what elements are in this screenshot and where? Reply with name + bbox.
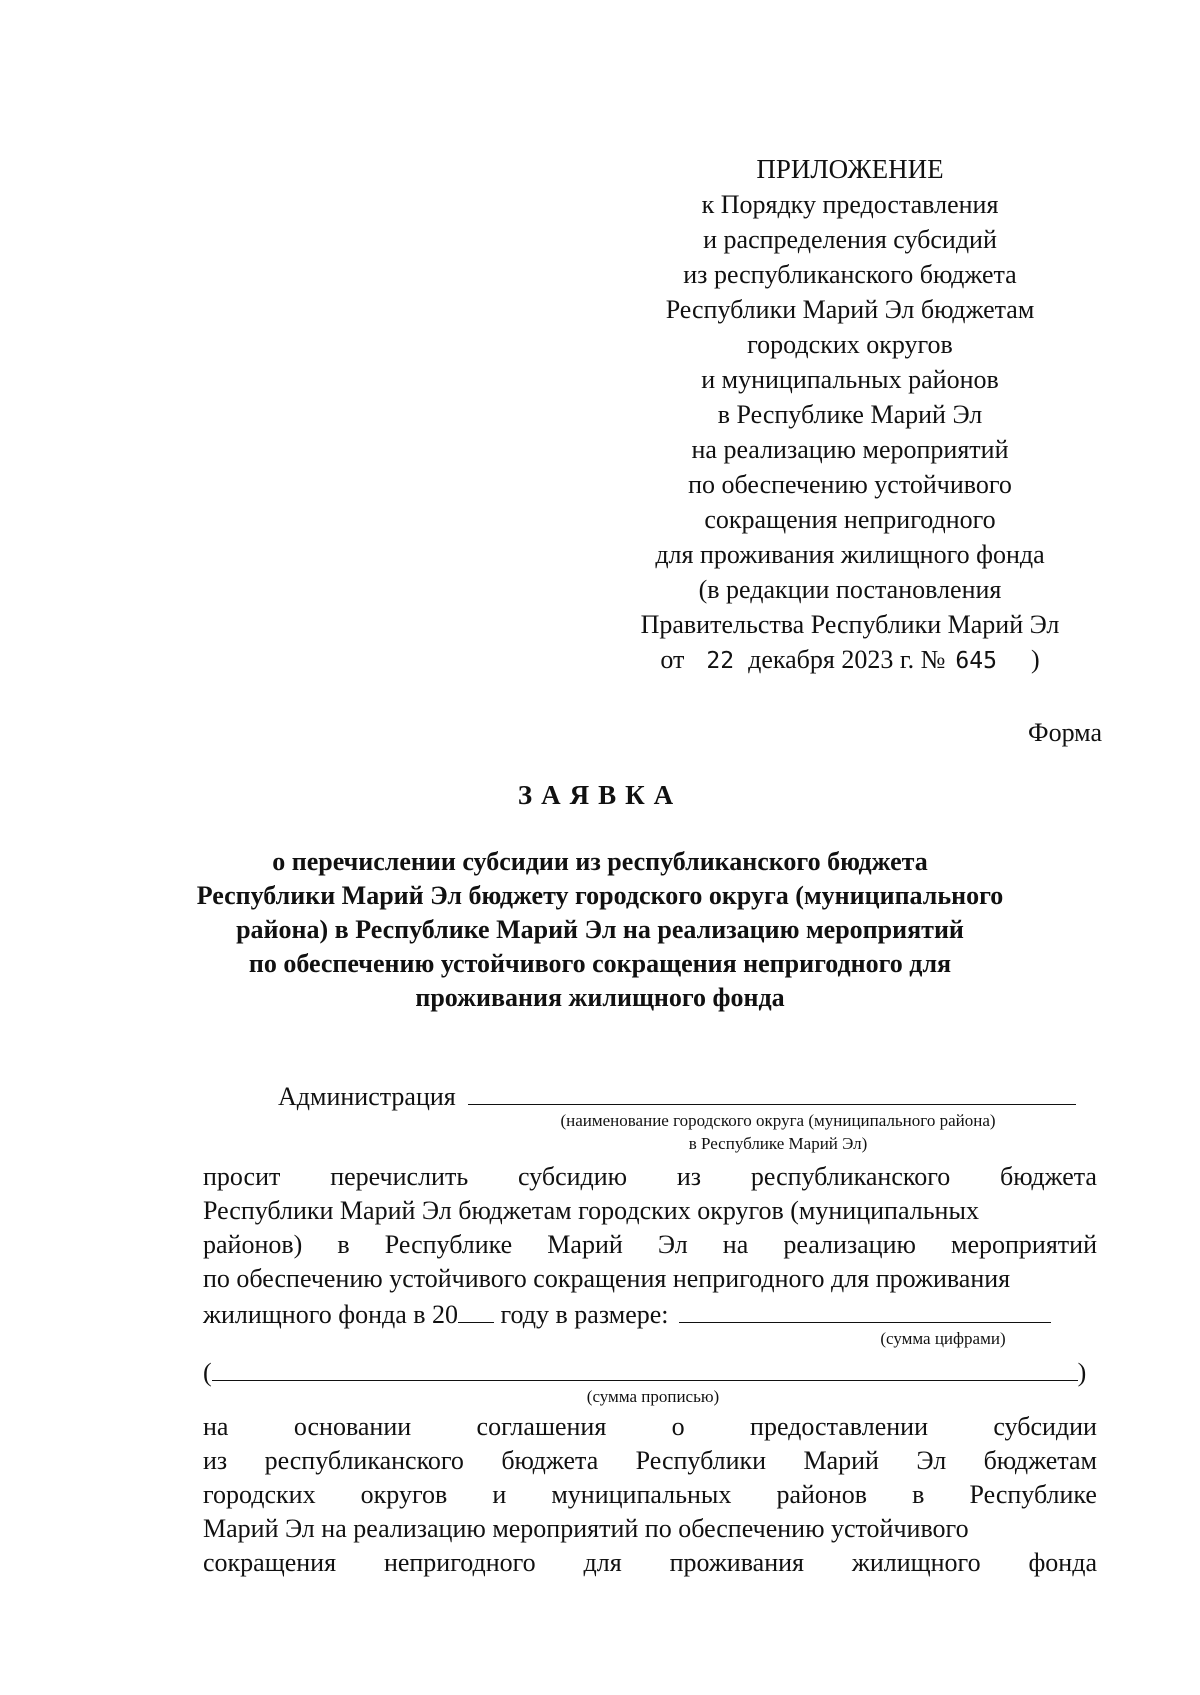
- word: субсидии: [993, 1412, 1097, 1441]
- word: проживания: [669, 1548, 804, 1577]
- word: просит: [203, 1162, 281, 1191]
- word: фонда: [1028, 1548, 1097, 1577]
- subject-line: по обеспечению устойчивого сокращения непригодного для: [248, 949, 952, 978]
- year-suffix: году в размере:: [500, 1300, 669, 1329]
- word: на: [722, 1230, 749, 1259]
- appendix-line: к Порядку предоставления: [701, 190, 999, 219]
- word: Эл: [657, 1230, 688, 1259]
- word: бюджетам: [983, 1446, 1097, 1475]
- paragraph-line: [203, 1478, 1097, 1512]
- paragraph-line: по обеспечению устойчивого сокращения непригодного для проживания: [203, 1264, 1011, 1293]
- appendix-line: Республики Марий Эл бюджетам: [665, 295, 1035, 324]
- date-text: декабря 2023 г. №: [748, 645, 946, 674]
- appendix-line: Правительства Республики Марий Эл: [640, 610, 1060, 639]
- date-prefix: от: [660, 645, 685, 674]
- appendix-line: на реализацию мероприятий: [691, 435, 1009, 464]
- word: субсидию: [517, 1162, 628, 1191]
- subject-line: о перечислении субсидии из республиканского бюджета: [272, 847, 928, 876]
- word: городских: [203, 1480, 316, 1509]
- word: муниципальных: [551, 1480, 732, 1509]
- word: и: [492, 1480, 507, 1509]
- word: из: [676, 1162, 702, 1191]
- word: в: [337, 1230, 350, 1259]
- document-title: ЗАЯВКА: [517, 780, 683, 810]
- paragraph-line: [203, 1444, 1097, 1478]
- administration-line: [278, 1078, 1076, 1114]
- word: районов): [203, 1230, 303, 1259]
- appendix-line: городских округов: [747, 330, 953, 359]
- word: на: [203, 1412, 229, 1441]
- appendix-title: ПРИЛОЖЕНИЕ: [756, 154, 944, 184]
- year-prefix: жилищного фонда в 20: [203, 1300, 459, 1329]
- word: в: [912, 1480, 925, 1509]
- word: Республики: [635, 1446, 767, 1475]
- appendix-line: и муниципальных районов: [701, 365, 999, 394]
- form-label: Форма: [1028, 718, 1102, 747]
- word: бюджета: [501, 1446, 599, 1475]
- word: округов: [360, 1480, 448, 1509]
- open-paren: (: [203, 1358, 212, 1387]
- paragraph-line: Республики Марий Эл бюджетам городских округов (муниципальных: [203, 1196, 979, 1225]
- word: Эл: [916, 1446, 947, 1475]
- paragraph-line: [203, 1228, 1097, 1262]
- paragraph-line: [203, 1410, 1097, 1444]
- date-number: 645: [955, 648, 997, 674]
- administration-field[interactable]: [468, 1078, 1076, 1105]
- word: республиканского: [264, 1446, 464, 1475]
- word: бюджета: [1000, 1162, 1097, 1191]
- appendix-line: по обеспечению устойчивого: [688, 470, 1012, 499]
- administration-hint: в Республике Марий Эл): [688, 1134, 868, 1153]
- word: перечислить: [330, 1162, 469, 1191]
- appendix-date-line: [600, 642, 1100, 679]
- appendix-line: из республиканского бюджета: [683, 260, 1017, 289]
- date-close: ): [1030, 645, 1040, 674]
- subject-line: Республики Марий Эл бюджету городского округа (муниципального: [196, 881, 1004, 910]
- paragraph-line: Марий Эл на реализацию мероприятий по обеспечению устойчивого: [203, 1514, 969, 1543]
- date-day: 22: [706, 648, 735, 674]
- appendix-line: и распределения субсидий: [703, 225, 997, 254]
- word: районов: [776, 1480, 868, 1509]
- word: для: [583, 1548, 622, 1577]
- word: предоставлении: [750, 1412, 928, 1441]
- appendix-line: в Республике Марий Эл: [717, 400, 983, 429]
- sum-words-field[interactable]: [212, 1354, 1078, 1381]
- word: Марий: [547, 1230, 623, 1259]
- word: республиканского: [750, 1162, 951, 1191]
- word: Марий: [803, 1446, 879, 1475]
- appendix-line: сокращения непригодного: [704, 505, 996, 534]
- administration-hint: (наименование городского округа (муниципального района): [560, 1111, 996, 1130]
- document-subject: [150, 845, 1050, 1015]
- word: реализацию: [783, 1230, 916, 1259]
- paragraph-line: [203, 1546, 1097, 1580]
- appendix-line: (в редакции постановления: [698, 575, 1002, 604]
- word: основании: [293, 1412, 412, 1441]
- sum-words-hint: (сумма прописью): [586, 1387, 720, 1406]
- administration-label: Администрация: [278, 1082, 456, 1111]
- year-field[interactable]: [458, 1296, 494, 1323]
- paragraph-line: [203, 1160, 1097, 1194]
- word: из: [203, 1446, 228, 1475]
- word: сокращения: [203, 1548, 337, 1577]
- word: о: [671, 1412, 685, 1441]
- sum-digits-field[interactable]: [679, 1296, 1051, 1323]
- sum-digits-hint: (сумма цифрами): [880, 1329, 1006, 1348]
- subject-line: района) в Республике Марий Эл на реализацию мероприятий: [236, 915, 964, 944]
- subject-line: проживания жилищного фонда: [415, 983, 785, 1012]
- word: Республике: [969, 1480, 1097, 1509]
- word: непригодного: [383, 1548, 536, 1577]
- word: соглашения: [476, 1412, 607, 1441]
- appendix-header: [600, 152, 1100, 679]
- word: Республике: [384, 1230, 513, 1259]
- appendix-line: для проживания жилищного фонда: [655, 540, 1045, 569]
- close-paren: ): [1077, 1358, 1087, 1387]
- word: мероприятий: [951, 1230, 1097, 1259]
- word: жилищного: [851, 1548, 981, 1577]
- amount-line: [203, 1296, 1051, 1332]
- sum-words-line: [203, 1354, 1097, 1390]
